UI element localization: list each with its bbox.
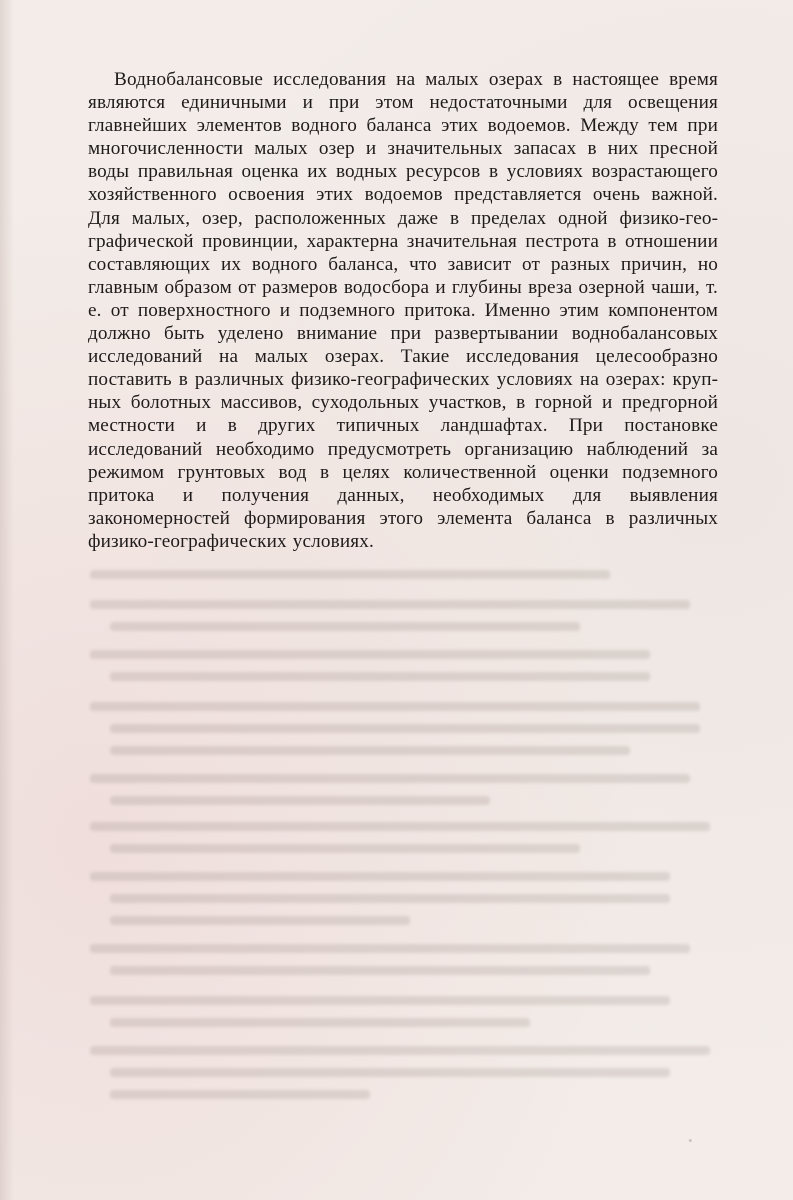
reverse-side-show-through <box>70 560 730 1120</box>
body-paragraph: Воднобалансовые исследования на малых озерах в настоящее время являются единичными и при этом недостаточными для освещения главнейших элементов водного баланса этих водоемов. Между тем при многочисленности малых озер и значительных запасах в них пресной воды правильная оценка их водных ресурсов в условиях возрастающего хозяйственного освоения этих водоемов представляется очень важной. Для малых, озер, расположенных даже в пределах одной физико-географической провинции, характерна значительная пестрота в отношении составляющих их водного баланса, что зависит от разных причин, но главным образом от размеров водосбора и глубины вреза озерной чаши, т. е. от поверхностного и подземного притока. Именно этим компонентом должно быть уделено внимание при развертывании воднобалансовых исследований на малых озерах. Такие исследования целесообразно поставить в различных физико-географических условиях на озерах: крупных болотных массивов, суходольных участков, в горной и предгорной местности и в других типичных ландшафтах. При постановке исследований необходимо предусмотреть организацию наблюдений за режимом грунтовых вод в целях количественной оценки подземного притока и получения данных, необходимых для выявления закономерностей формирования этого элемента баланса в различных физико-географических условиях. <box>88 69 718 552</box>
faint-page-mark: • <box>688 1133 693 1148</box>
page-edge-shadow <box>0 0 14 1200</box>
